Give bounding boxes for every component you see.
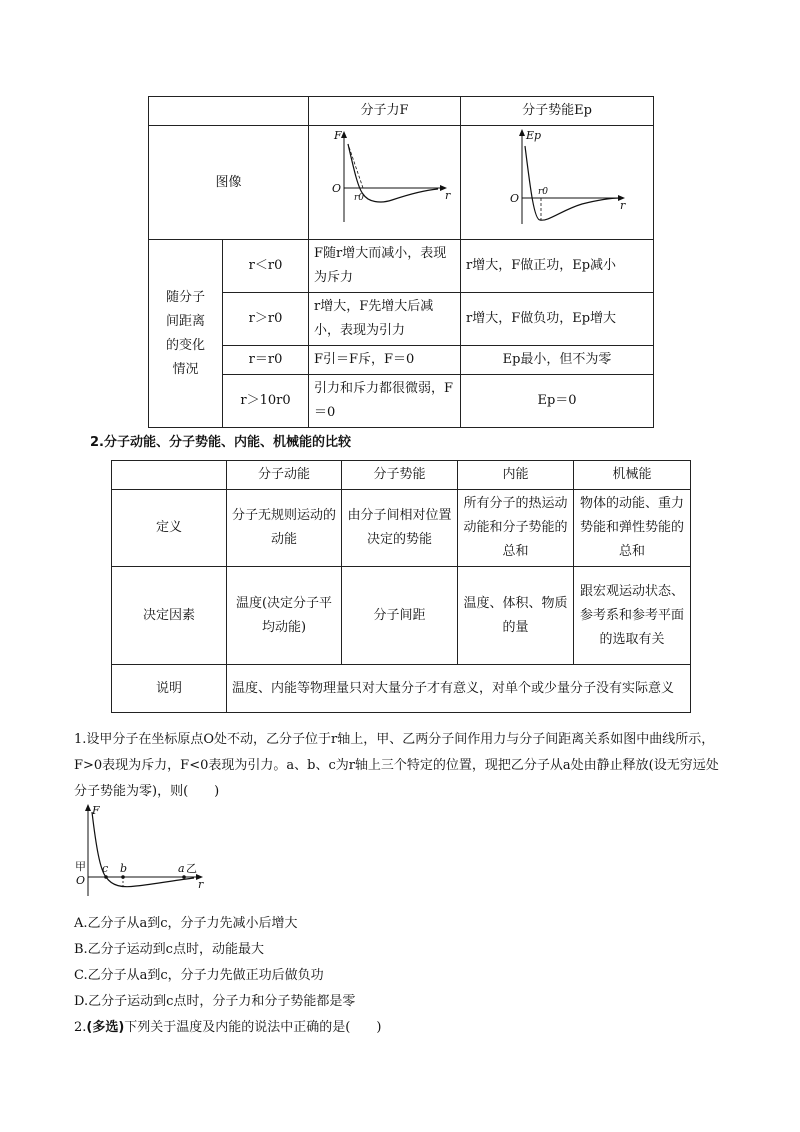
cond-cell: r＜r0 [223,240,309,293]
potential-origin-label: O [510,192,520,205]
table-cell: 物体的动能、重力势能和弹性势能的总和 [574,490,691,567]
force-r0-label: r0 [353,193,364,203]
force-potential-table [148,96,654,428]
table-cell: 温度、体积、物质的量 [458,567,574,665]
table-cell: 分子间距 [342,567,458,665]
row-label: 决定因素 [112,567,227,665]
potential-cell: r增大，F做正功，Ep减小 [461,240,654,293]
potential-graph-cell [461,126,654,240]
table-cell: 温度(决定分子平均动能) [227,567,342,665]
potential-x-label: r [620,199,626,212]
q1-x-label: r [198,878,204,891]
q1-y-label: F [92,804,100,817]
potential-cell: Ep最小，但不为零 [461,346,654,375]
header-cell: 分子势能 [342,461,458,490]
corner-cell [149,97,309,126]
corner-cell [112,461,227,490]
potential-cell: Ep＝0 [461,375,654,428]
force-cell: F随r增大而减小，表现为斥力 [309,240,461,293]
row-image-label: 图像 [149,126,309,240]
potential-y-label: Ep [526,129,542,142]
option-d: D.乙分子运动到c点时，分子力和分子势能都是零 [74,994,356,1009]
header-potential: 分子势能Ep [461,97,654,126]
section-label: 随分子间距离的变化情况 [149,240,223,428]
header-force: 分子力F [309,97,461,126]
force-cell: F引＝F斥，F＝0 [309,346,461,375]
q1-c-label: c [102,862,109,875]
row-label: 定义 [112,490,227,567]
header-cell: 机械能 [574,461,691,490]
table-cell: 由分子间相对位置决定的势能 [342,490,458,567]
force-cell: 引力和斥力都很微弱，F＝0 [309,375,461,428]
force-graph-cell [309,126,461,240]
option-a: A.乙分子从a到c，分子力先减小后增大 [74,916,298,931]
force-x-label: r [444,189,450,202]
option-c: C.乙分子从a到c，分子力先做正功后做负功 [74,968,324,983]
energy-comparison-table [111,460,691,713]
header-cell: 内能 [458,461,574,490]
question-2 [74,1016,381,1035]
potential-r0-label: r0 [538,187,549,197]
table-cell: 跟宏观运动状态、参考系和参考平面的选取有关 [574,567,691,665]
question-1-graph [64,800,214,900]
table-cell: 所有分子的热运动动能和分子势能的总和 [458,490,574,567]
row-label: 说明 [112,665,227,713]
note-cell: 温度、内能等物理量只对大量分子才有意义，对单个或少量分子没有实际意义 [227,665,691,713]
question-1-stem: 1.设甲分子在坐标原点O处不动，乙分子位于r轴上，甲、乙两分子间作用力与分子间距离关系如图中曲线所示，F>0表现为斥力，F<0表现为引力。a、b、c为r轴上三个特定的位置，现把乙分子从a处由静止释放(设无穷远处分子势能为零)，则( ) [74,732,719,799]
force-curve-graph [310,126,460,230]
q1-yi-label: 乙 [186,862,197,875]
table-cell: 分子无规则运动的动能 [227,490,342,567]
potential-cell: r增大，F做负功，Ep增大 [461,293,654,346]
cond-cell: r＞10r0 [223,375,309,428]
potential-curve-graph [462,126,652,230]
force-origin-label: O [331,182,341,195]
q1-jia-label: 甲 [75,860,86,873]
cond-cell: r＞r0 [223,293,309,346]
section-title: 2.分子动能、分子势能、内能、机械能的比较 [90,435,351,450]
q1-b-label: b [120,862,128,875]
q1-origin-label: O [76,874,86,887]
header-cell: 分子动能 [227,461,342,490]
cond-cell: r＝r0 [223,346,309,375]
q1-a-label: a [178,862,185,875]
question-2-stem: 下列关于温度及内能的说法中正确的是( ) [124,1020,382,1035]
force-cell: r增大，F先增大后减小，表现为引力 [309,293,461,346]
question-2-tag: (多选) [86,1020,125,1035]
question-2-number: 2. [74,1020,87,1035]
force-y-label: F [333,129,342,142]
option-b: B.乙分子运动到c点时，动能最大 [74,942,264,957]
